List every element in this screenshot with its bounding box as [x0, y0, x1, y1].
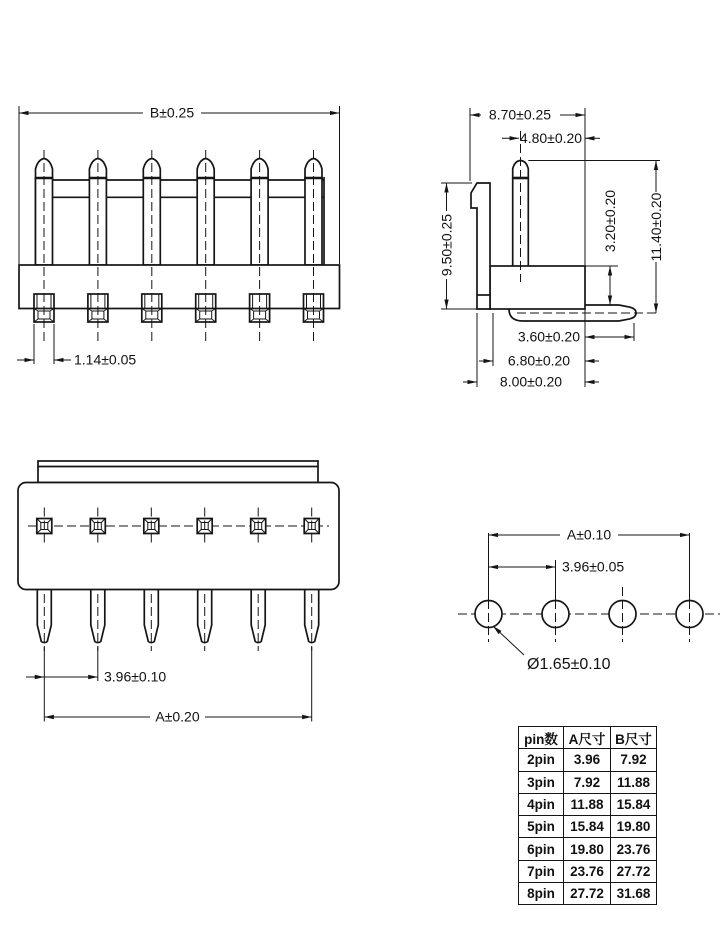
connector-body — [19, 265, 340, 309]
dim-depth-label: 8.70±0.25 — [488, 106, 552, 123]
table-row — [519, 883, 657, 905]
pin — [305, 590, 319, 652]
pin — [144, 590, 158, 652]
mounting-hole — [542, 587, 569, 642]
top-view — [18, 461, 339, 725]
cell-a: 27.72 — [564, 883, 611, 905]
friction-lock-wall — [471, 183, 490, 309]
cell-a: 19.80 — [564, 838, 611, 860]
cell-b: 27.72 — [611, 860, 657, 882]
dim-tail-width-label: 1.14±0.05 — [74, 351, 137, 368]
cell-pin: 8pin — [519, 883, 564, 905]
cell-b: 31.68 — [611, 883, 657, 905]
cell-a: 15.84 — [564, 816, 611, 838]
col-header-a-size: A尺寸 — [564, 727, 611, 749]
cell-b: 23.76 — [611, 838, 657, 860]
table-row — [519, 838, 657, 860]
col-header-b-size: B尺寸 — [611, 727, 657, 749]
dim-pitch-label: 3.96±0.10 — [104, 668, 167, 685]
cell-b: 11.88 — [611, 771, 657, 793]
pin — [198, 590, 212, 652]
pin — [91, 590, 105, 652]
cell-a: 3.96 — [564, 749, 611, 771]
mounting-hole — [676, 587, 703, 642]
table-row — [519, 816, 657, 838]
dim-span-label: A±0.20 — [155, 708, 200, 725]
cell-b: 7.92 — [611, 749, 657, 771]
dim-tail-length-label: 3.60±0.20 — [517, 328, 580, 345]
cell-b: 15.84 — [611, 793, 657, 815]
cell-a: 7.92 — [564, 771, 611, 793]
pcb-hole-pattern — [458, 527, 720, 674]
dim-pin-height-label: 11.40±0.20 — [648, 192, 664, 262]
col-header-pin-count: pin数 — [519, 727, 564, 749]
dim-hole-diameter-label: Ø1.65±0.10 — [527, 656, 611, 673]
cell-b: 19.80 — [611, 816, 657, 838]
cell-a: 23.76 — [564, 860, 611, 882]
connector-body-top — [18, 483, 339, 590]
cell-a: 11.88 — [564, 793, 611, 815]
table-row — [519, 771, 657, 793]
housing-wall-strip — [38, 461, 318, 483]
pin — [37, 590, 51, 652]
dim-hole-span-label: A±0.10 — [566, 526, 612, 543]
dim-hole-pitch-label: 3.96±0.05 — [562, 558, 625, 575]
dim-height-label: 9.50±0.25 — [438, 213, 455, 277]
cell-pin: 4pin — [519, 793, 564, 815]
table-row — [519, 749, 657, 771]
cell-pin: 7pin — [519, 860, 564, 882]
mounting-hole — [609, 587, 636, 642]
dim-overall-width-label: B±0.25 — [149, 104, 195, 121]
mounting-hole — [475, 587, 502, 642]
pin — [251, 590, 265, 652]
cell-pin: 6pin — [519, 838, 564, 860]
table-row — [519, 860, 657, 882]
dim-pin-drop-label: 3.20±0.20 — [602, 189, 618, 253]
dim-overall-depth-label: 8.00±0.20 — [499, 373, 563, 390]
pin-size-table — [518, 726, 657, 905]
table-row — [519, 793, 657, 815]
front-view — [17, 105, 340, 368]
cell-pin: 2pin — [519, 749, 564, 771]
cell-pin: 5pin — [519, 816, 564, 838]
solder-leg-bottom — [509, 309, 619, 321]
side-view — [439, 107, 665, 390]
connector-body-side — [490, 266, 585, 309]
cell-pin: 3pin — [519, 771, 564, 793]
table-header-row — [519, 727, 657, 749]
dim-pin-setback-label: 4.80±0.20 — [519, 129, 583, 146]
dim-body-depth-label: 6.80±0.20 — [507, 352, 571, 369]
